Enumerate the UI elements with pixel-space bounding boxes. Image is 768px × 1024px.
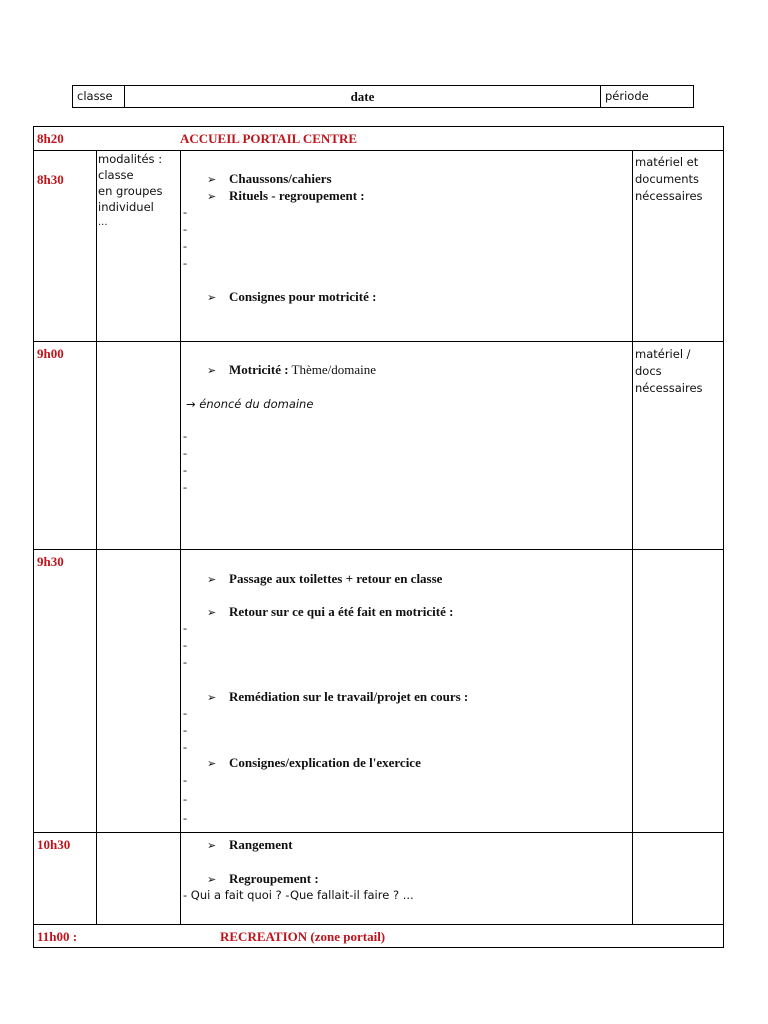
dash: - <box>183 239 187 253</box>
dash: - <box>183 256 187 270</box>
regroupement-note: - Qui a fait quoi ? -Que fallait-il faire ? ... <box>183 888 414 902</box>
bullet-item: ➢ Consignes/explication de l'exercice <box>207 755 421 770</box>
row-divider <box>34 924 723 925</box>
modalites-line: classe <box>98 168 134 182</box>
schedule-table <box>33 126 724 948</box>
header-periode: période <box>605 89 649 103</box>
header-classe: classe <box>73 86 125 107</box>
col-divider <box>96 150 97 924</box>
dash: - <box>183 463 187 477</box>
arrowhead-bullet-icon: ➢ <box>207 573 217 586</box>
materiel-line: matériel / <box>635 347 691 361</box>
recreation-title: RECREATION (zone portail) <box>220 929 386 944</box>
dash: - <box>183 205 187 219</box>
header-table <box>72 85 694 108</box>
arrowhead-bullet-icon: ➢ <box>207 839 217 852</box>
time-9h00: 9h00 <box>37 346 64 361</box>
materiel-line: documents <box>635 172 700 186</box>
modalites-line: ... <box>98 217 108 228</box>
dash: - <box>183 222 187 236</box>
modalites-line: individuel <box>98 200 154 214</box>
bullet-item: ➢ Rituels - regroupement : <box>207 188 365 203</box>
dash: - <box>183 480 187 494</box>
time-11h00: 11h00 : <box>37 929 78 944</box>
arrowhead-bullet-icon: ➢ <box>207 757 217 770</box>
materiel-line: nécessaires <box>635 381 703 395</box>
time-8h20: 8h20 <box>37 131 64 146</box>
row-divider <box>34 549 723 550</box>
dash: - <box>183 621 187 635</box>
header-date: date <box>125 86 601 107</box>
col-divider <box>180 150 181 924</box>
modalites-line: en groupes <box>98 184 163 198</box>
arrowhead-bullet-icon: ➢ <box>207 173 217 186</box>
bullet-item: ➢ Chaussons/cahiers <box>207 171 332 186</box>
materiel-line: matériel et <box>635 155 699 169</box>
dash: - <box>183 740 187 754</box>
modalites-line: modalités : <box>98 152 163 166</box>
bullet-item: ➢ Motricité : Thème/domaine <box>207 362 377 377</box>
time-10h30: 10h30 <box>37 837 71 852</box>
materiel-line: docs <box>635 364 662 378</box>
enonce-domaine: → énoncé du domaine <box>186 397 314 411</box>
bullet-item: ➢ Passage aux toilettes + retour en classe <box>207 571 443 586</box>
dash: - <box>183 446 187 460</box>
dash: - <box>183 811 187 825</box>
bullet-item: ➢ Rangement <box>207 837 293 852</box>
bullet-item: ➢ Retour sur ce qui a été fait en motricité : <box>207 604 454 619</box>
dash: - <box>183 638 187 652</box>
materiel-line: nécessaires <box>635 189 703 203</box>
bullet-item: ➢ Remédiation sur le travail/projet en cours : <box>207 689 469 704</box>
dash: - <box>183 723 187 737</box>
bullet-item: ➢ Regroupement : <box>207 871 319 886</box>
time-9h30: 9h30 <box>37 554 64 569</box>
bullet-item: ➢ Consignes pour motricité : <box>207 289 377 304</box>
dash: - <box>183 655 187 669</box>
row-divider <box>34 341 723 342</box>
arrowhead-bullet-icon: ➢ <box>207 691 217 704</box>
row-divider <box>34 832 723 833</box>
time-8h30: 8h30 <box>37 172 64 187</box>
dash: - <box>183 429 187 443</box>
dash: - <box>183 773 187 787</box>
accueil-title: ACCUEIL PORTAIL CENTRE <box>180 131 358 146</box>
arrowhead-bullet-icon: ➢ <box>207 291 217 304</box>
arrowhead-bullet-icon: ➢ <box>207 873 217 886</box>
arrowhead-bullet-icon: ➢ <box>207 364 217 377</box>
dash: - <box>183 706 187 720</box>
col-divider <box>632 150 633 924</box>
arrowhead-bullet-icon: ➢ <box>207 190 217 203</box>
dash: - <box>183 792 187 806</box>
arrowhead-bullet-icon: ➢ <box>207 606 217 619</box>
